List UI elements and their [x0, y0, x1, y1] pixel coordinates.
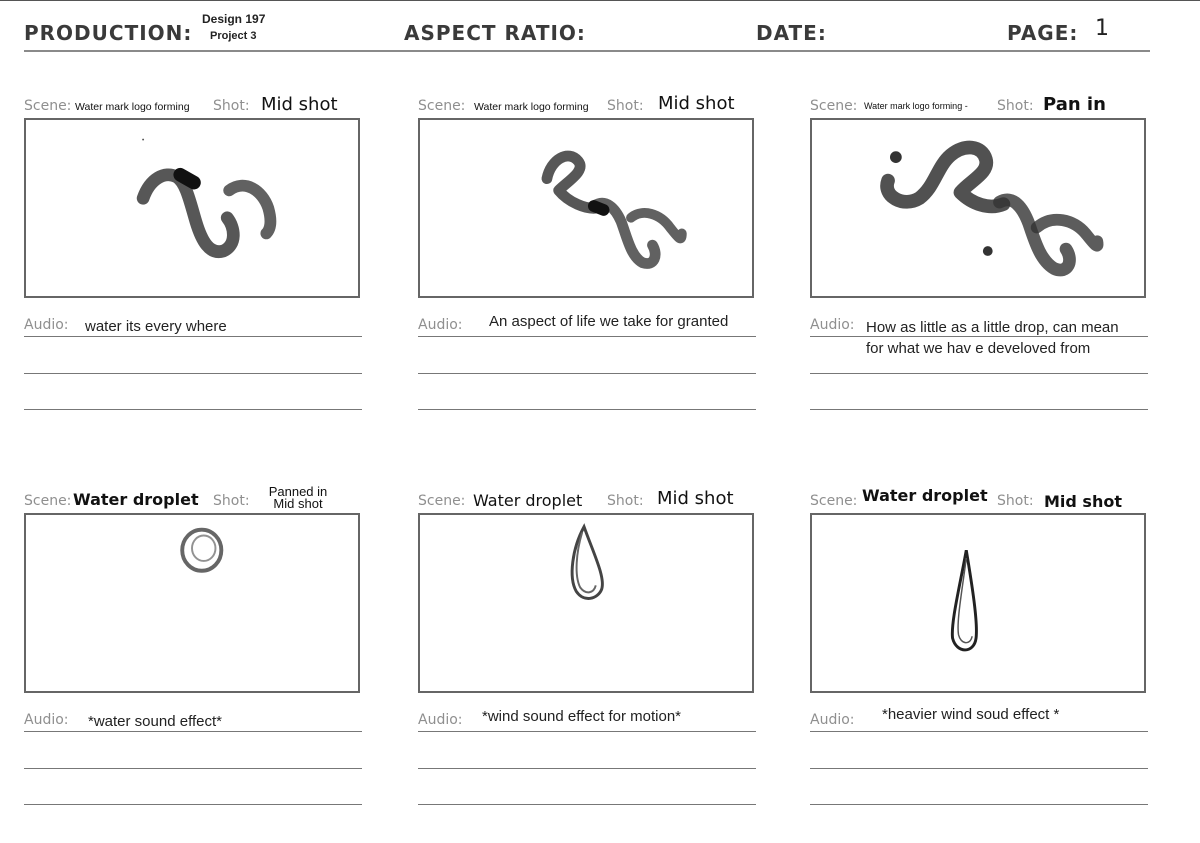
storyboard-frame — [810, 513, 1146, 693]
audio-rule — [24, 768, 362, 769]
audio-rule — [418, 804, 756, 805]
audio-label: Audio: — [24, 317, 69, 333]
audio-label: Audio: — [24, 712, 69, 728]
audio-rule — [810, 336, 1148, 337]
logo-sketch-small — [26, 120, 358, 296]
page-label: PAGE: — [1007, 21, 1079, 45]
header-rule — [24, 50, 1150, 52]
shot-text: Mid shot — [657, 488, 734, 509]
scene-label: Scene: — [24, 98, 72, 114]
storyboard-frame — [418, 118, 754, 298]
scene-text: Water droplet — [73, 490, 199, 509]
scene-label: Scene: — [24, 493, 72, 509]
audio-line-1: water its every where — [85, 318, 227, 335]
shot-label: Shot: — [607, 98, 644, 114]
scene-text: Water droplet — [862, 486, 988, 505]
droplet-circle-sketch — [26, 515, 358, 691]
audio-rule — [418, 373, 756, 374]
logo-sketch-large — [812, 120, 1144, 296]
audio-rule — [810, 409, 1148, 410]
production-label: PRODUCTION: — [24, 21, 193, 45]
shot-text: Mid shot — [658, 93, 735, 114]
droplet-teardrop-sketch — [420, 515, 752, 691]
audio-rule — [24, 336, 362, 337]
shot-text-stack — [260, 486, 336, 510]
audio-label: Audio: — [810, 712, 855, 728]
scene-label: Scene: — [418, 98, 466, 114]
audio-rule — [810, 768, 1148, 769]
audio-line-2: for what we hav e develoved from — [866, 340, 1091, 357]
audio-rule — [24, 731, 362, 732]
droplet-elongated-sketch — [812, 515, 1144, 691]
page-number: 1 — [1095, 16, 1109, 41]
storyboard-frame — [418, 513, 754, 693]
production-line-2: Project 3 — [210, 30, 257, 42]
audio-rule — [24, 409, 362, 410]
audio-rule — [418, 768, 756, 769]
shot-label: Shot: — [213, 493, 250, 509]
audio-label: Audio: — [810, 317, 855, 333]
storyboard-frame — [24, 513, 360, 693]
audio-rule — [810, 804, 1148, 805]
audio-line-1: *water sound effect* — [88, 713, 222, 730]
shot-text-line-1: Panned in — [268, 484, 328, 499]
production-line-1: Design 197 — [202, 12, 266, 26]
scene-text: Water mark logo forming - — [864, 101, 968, 111]
shot-text: Mid shot — [1044, 492, 1122, 511]
audio-rule — [810, 731, 1148, 732]
audio-line-1: *wind sound effect for motion* — [482, 708, 682, 725]
scene-label: Scene: — [418, 493, 466, 509]
storyboard-frame — [810, 118, 1146, 298]
scene-label: Scene: — [810, 98, 858, 114]
shot-label: Shot: — [997, 98, 1034, 114]
audio-line-1: An aspect of life we take for granted — [489, 313, 729, 330]
audio-rule — [418, 409, 756, 410]
top-border — [0, 0, 1200, 1]
shot-label: Shot: — [213, 98, 250, 114]
shot-label: Shot: — [607, 493, 644, 509]
shot-label: Shot: — [997, 493, 1034, 509]
audio-line-1: How as little as a little drop, can mean — [866, 319, 1119, 336]
date-label: DATE: — [756, 21, 827, 45]
audio-rule — [810, 373, 1148, 374]
shot-text: Pan in — [1043, 94, 1106, 115]
audio-rule — [24, 804, 362, 805]
logo-sketch-medium — [420, 120, 752, 296]
audio-rule — [24, 373, 362, 374]
audio-label: Audio: — [418, 712, 463, 728]
audio-line-1: *heavier wind soud effect * — [882, 706, 1060, 723]
aspect-ratio-label: ASPECT RATIO: — [404, 21, 586, 45]
scene-text: Water mark logo forming — [474, 101, 589, 113]
scene-label: Scene: — [810, 493, 858, 509]
shot-text: Mid shot — [261, 94, 338, 115]
audio-label: Audio: — [418, 317, 463, 333]
shot-text-line-2: Mid shot — [273, 496, 323, 511]
audio-rule — [418, 336, 756, 337]
storyboard-frame — [24, 118, 360, 298]
audio-rule — [418, 731, 756, 732]
scene-text: Water mark logo forming — [75, 101, 190, 113]
scene-text: Water droplet — [473, 491, 583, 510]
